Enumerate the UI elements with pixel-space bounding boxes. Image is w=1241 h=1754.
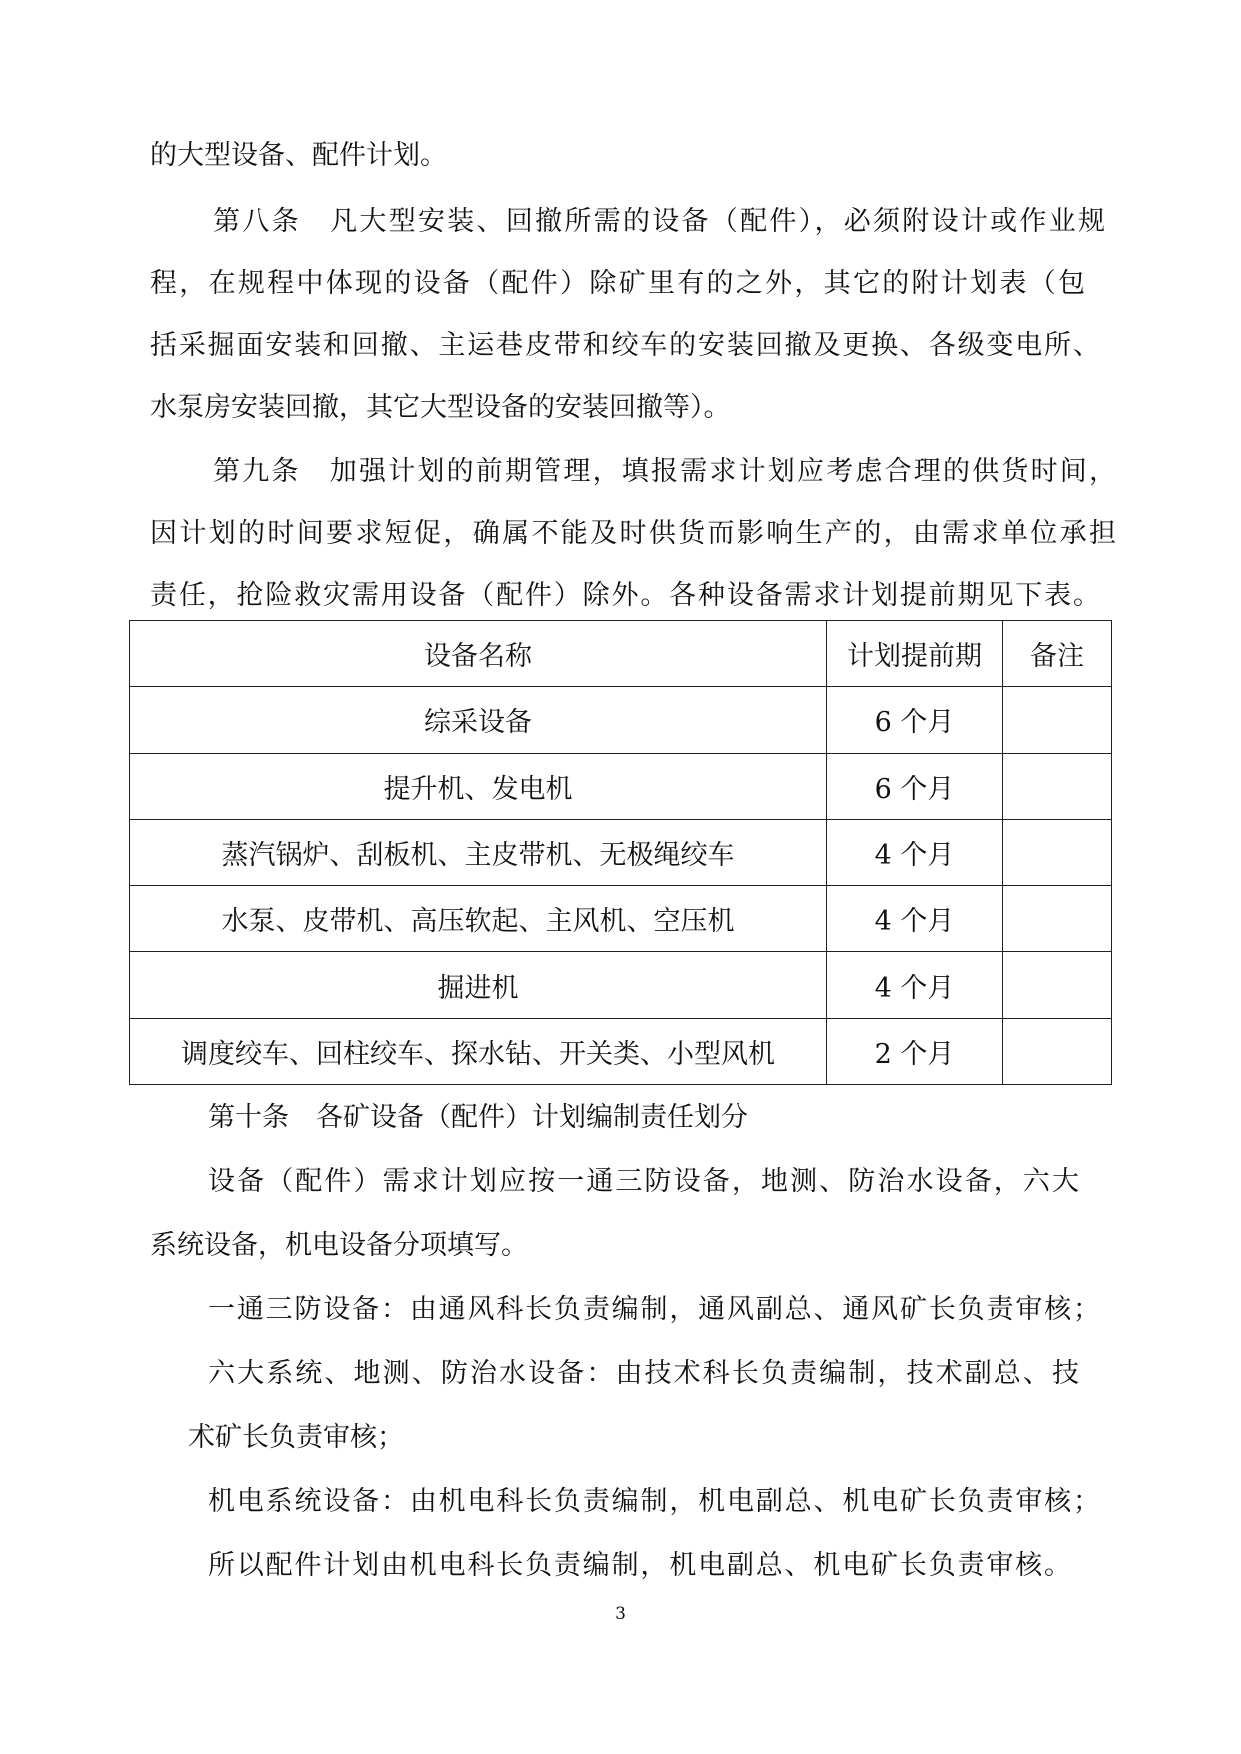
remarks-cell	[1003, 952, 1112, 1018]
table-row	[130, 819, 1112, 885]
page-number: 3	[615, 1604, 626, 1624]
table-row	[130, 952, 1112, 1018]
equipment-name-cell: 综采设备	[130, 687, 827, 753]
remarks-cell	[1003, 819, 1112, 885]
intro-line-2: 系统设备，机电设备分项填写。	[150, 1230, 528, 1261]
table-row	[130, 753, 1112, 819]
lead-time-cell: 6 个月	[827, 753, 1003, 819]
article-9-line-3: 责任，抢险救灾需用设备（配件）除外。各种设备需求计划提前期见下表。	[150, 580, 1100, 611]
lead-time-cell: 4 个月	[827, 886, 1003, 952]
table-row	[130, 1018, 1112, 1084]
remarks-cell	[1003, 687, 1112, 753]
article-8-line-1: 第八条 凡大型安装、回撤所需的设备（配件），必须附设计或作业规	[213, 206, 1105, 237]
remarks-cell	[1003, 1018, 1112, 1084]
equipment-name-cell: 水泵、皮带机、高压软起、主风机、空压机	[130, 886, 827, 952]
responsibility-item-electromechanical: 机电系统设备：由机电科长负责编制，机电副总、机电矿长负责审核；	[208, 1486, 1100, 1517]
lead-time-cell: 4 个月	[827, 819, 1003, 885]
responsibility-item-technical-line-2: 术矿长负责审核；	[188, 1422, 404, 1453]
responsibility-item-ventilation: 一通三防设备：由通风科长负责编制，通风副总、通风矿长负责审核；	[208, 1294, 1100, 1325]
article-8-line-2: 程，在规程中体现的设备（配件）除矿里有的之外，其它的附计划表（包	[150, 268, 1085, 299]
paragraph-line: 的大型设备、配件计划。	[150, 140, 447, 171]
article-10-title: 第十条 各矿设备（配件）计划编制责任划分	[208, 1102, 748, 1133]
table-header-row	[130, 621, 1112, 687]
equipment-name-cell: 蒸汽锅炉、刮板机、主皮带机、无极绳绞车	[130, 819, 827, 885]
responsibility-item-spare-parts: 所以配件计划由机电科长负责编制，机电副总、机电矿长负责审核。	[208, 1550, 1071, 1581]
column-header-lead-time: 计划提前期	[827, 621, 1003, 687]
column-header-equipment-name: 设备名称	[130, 621, 827, 687]
article-8-line-4: 水泵房安装回撤，其它大型设备的安装回撤等）。	[150, 392, 731, 423]
equipment-name-cell: 掘进机	[130, 952, 827, 1018]
responsibility-item-technical-line-1: 六大系统、地测、防治水设备：由技术科长负责编制，技术副总、技	[208, 1358, 1079, 1389]
table-row	[130, 687, 1112, 753]
column-header-remarks: 备注	[1003, 621, 1112, 687]
article-9-line-2: 因计划的时间要求短促，确属不能及时供货而影响生产的，由需求单位承担	[150, 518, 1116, 549]
article-8-line-3: 括采掘面安装和回撤、主运巷皮带和绞车的安装回撤及更换、各级变电所、	[150, 330, 1100, 361]
lead-time-cell: 6 个月	[827, 687, 1003, 753]
equipment-name-cell: 提升机、发电机	[130, 753, 827, 819]
article-9-line-1: 第九条 加强计划的前期管理，填报需求计划应考虑合理的供货时间，	[213, 456, 1116, 487]
equipment-name-cell: 调度绞车、回柱绞车、探水钻、开关类、小型风机	[130, 1018, 827, 1084]
remarks-cell	[1003, 886, 1112, 952]
intro-line-1: 设备（配件）需求计划应按一通三防设备，地测、防治水设备，六大	[208, 1166, 1079, 1197]
table-row	[130, 886, 1112, 952]
lead-time-cell: 2 个月	[827, 1018, 1003, 1084]
lead-time-cell: 4 个月	[827, 952, 1003, 1018]
lead-time-table	[129, 620, 1112, 1085]
remarks-cell	[1003, 753, 1112, 819]
